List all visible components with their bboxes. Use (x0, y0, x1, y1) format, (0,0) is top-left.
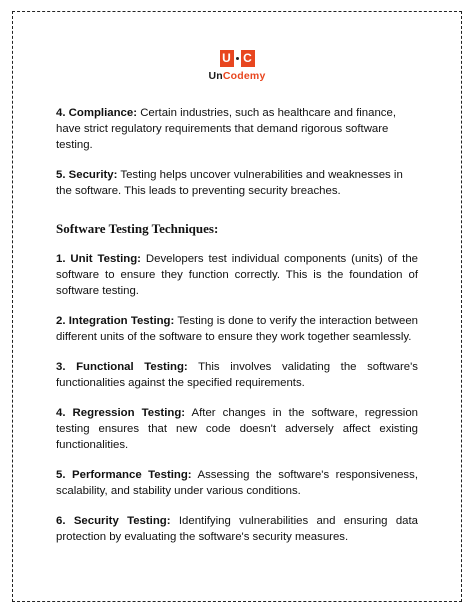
logo-wordmark (0, 70, 474, 82)
paragraph-text: Assessing the software's responsiveness, scalability, and stability under various conditions. (56, 469, 418, 497)
logo-word-part2: Codemy (222, 70, 266, 82)
paragraph-text: This involves validating the software's functionalities against the specified requirements. (56, 361, 419, 389)
paragraph-unit-testing (56, 251, 418, 299)
paragraph-regression-testing (56, 405, 418, 453)
paragraph-compliance (56, 105, 418, 153)
section-heading: Software Testing Techniques: (56, 221, 219, 236)
paragraph-label: 1. Unit Testing: (56, 253, 141, 265)
logo-word-part1: Un (208, 70, 223, 82)
logo-dot (236, 57, 239, 60)
paragraph-performance-testing (56, 467, 418, 499)
paragraph-label: 5. Performance Testing: (56, 469, 192, 481)
logo-mark (220, 50, 255, 67)
paragraph-security-testing (56, 513, 418, 545)
logo-letter-u: U (220, 50, 234, 67)
paragraph-label: 4. Regression Testing: (56, 407, 186, 419)
paragraph-label: 2. Integration Testing: (56, 315, 175, 327)
uncodemy-logo (0, 49, 474, 82)
paragraph-label: 6. Security Testing: (56, 515, 171, 527)
paragraph-text: Developers test individual components (units) of the software to ensure they function correctly. This is the foundation of software testing. (56, 253, 419, 297)
paragraph-label: 3. Functional Testing: (56, 361, 188, 373)
paragraph-text: Testing helps uncover vulnerabilities and weaknesses in the software. This leads to preventing security breaches. (56, 169, 403, 197)
paragraph-text: Identifying vulnerabilities and ensuring data protection by evaluating the software's security measures. (56, 515, 418, 543)
paragraph-text: Testing is done to verify the interaction between different units of the software to ensure they work together seamlessly. (56, 315, 418, 343)
logo-letter-c: C (241, 50, 255, 67)
document-body (56, 105, 418, 559)
paragraph-security (56, 167, 418, 199)
paragraph-functional-testing (56, 359, 418, 391)
paragraph-integration-testing (56, 313, 418, 345)
paragraph-text: After changes in the software, regression testing ensures that new code doesn't adversely affect existing functionalities. (56, 407, 418, 451)
paragraph-label: 4. Compliance: (56, 107, 138, 119)
paragraph-label: 5. Security: (56, 169, 118, 181)
paragraph-text: Certain industries, such as healthcare and finance, have strict regulatory requirements that demand rigorous software testing. (56, 107, 397, 151)
